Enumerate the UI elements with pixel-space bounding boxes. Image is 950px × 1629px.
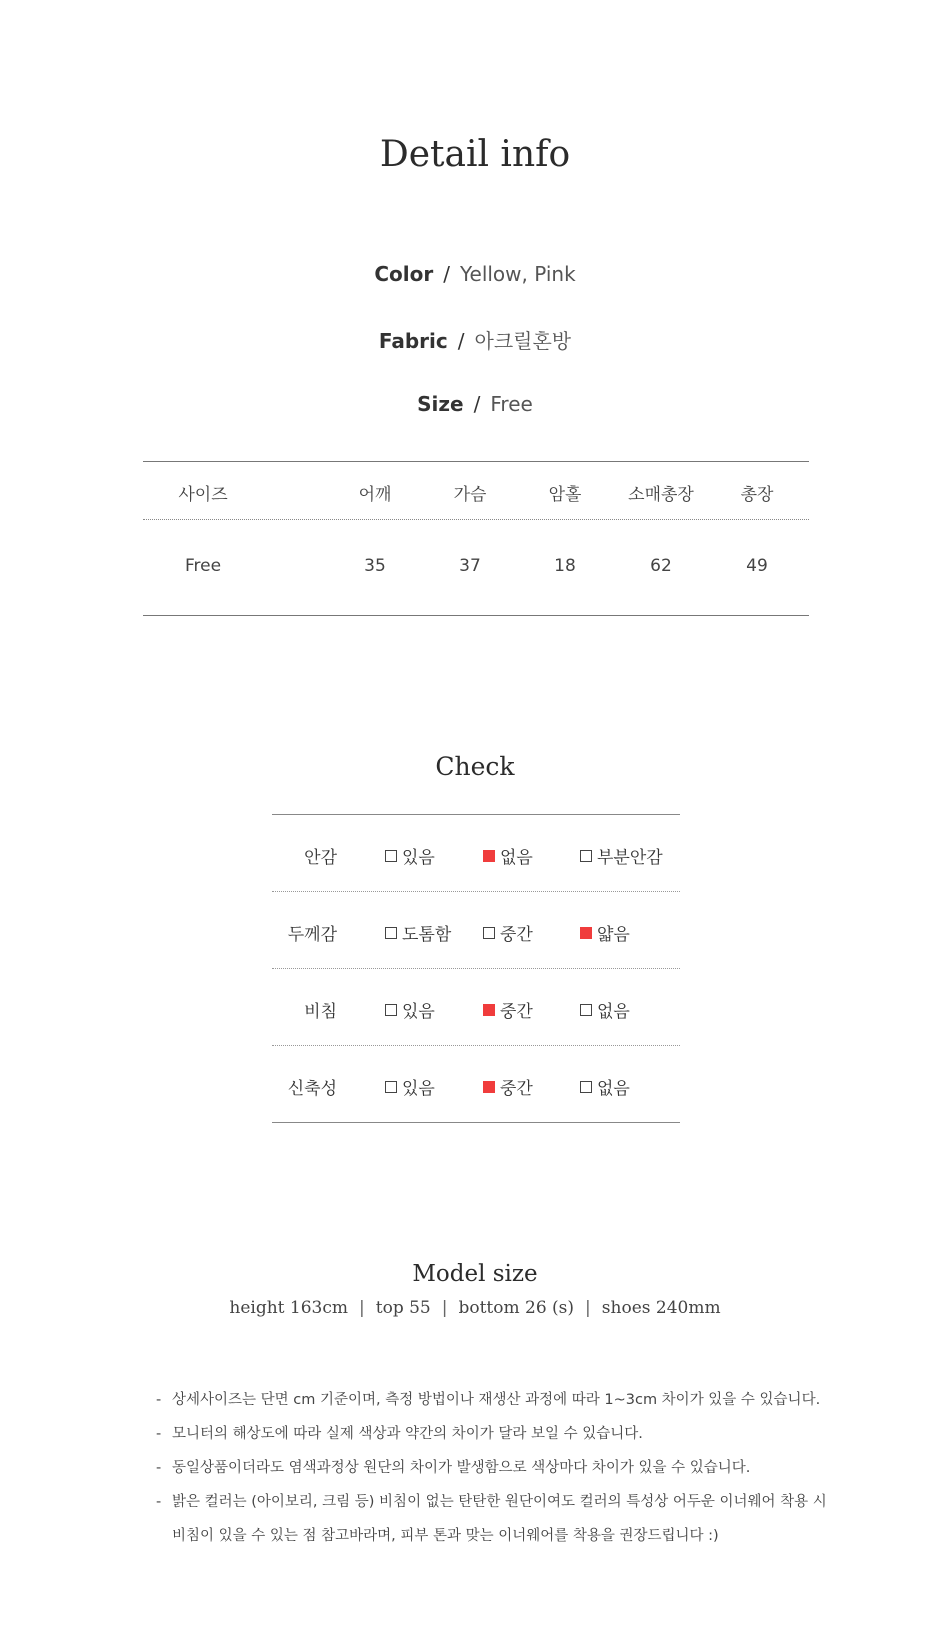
model-size-line [0, 1298, 950, 1318]
checkbox-icon [385, 1081, 397, 1093]
option-label: 있음 [402, 848, 435, 868]
dash: - [156, 1460, 162, 1476]
cell-shoulder: 35 [364, 556, 386, 576]
spec-fabric-value: 아크릴혼방 [474, 329, 572, 353]
checkbox-icon [385, 927, 397, 939]
model-bottom: bottom 26 (s) [458, 1298, 575, 1318]
dash: - [156, 1426, 162, 1442]
list-item [156, 1383, 821, 1417]
spec-fabric-sep: / [457, 329, 465, 353]
option-label: 얇음 [597, 925, 630, 945]
table-row [143, 520, 809, 615]
check-option [385, 843, 435, 868]
header-cell-chest: 가슴 [453, 485, 487, 505]
check-option [580, 920, 630, 945]
check-table [272, 814, 680, 1123]
dash: - [156, 1494, 162, 1510]
separator: | [441, 1298, 448, 1318]
notice-continuation: 비침이 있을 수 있는 점 참고바라며, 피부 톤과 맞는 이너웨어를 착용을 권장드립니다 :) [172, 1528, 719, 1544]
checkbox-icon [483, 1004, 495, 1016]
model-shoes: shoes 240mm [601, 1298, 721, 1318]
checkbox-icon [580, 850, 592, 862]
header-cell-length: 총장 [740, 485, 774, 505]
check-option [483, 1074, 533, 1099]
notice-list [156, 1383, 827, 1553]
notice-text: 밝은 컬러는 (아이보리, 크림 등) 비침이 없는 탄탄한 원단이여도 컬러의 특성상 어두운 이너웨어 착용 시 [172, 1494, 827, 1510]
spec-fabric [0, 325, 950, 354]
check-option [385, 997, 435, 1022]
spec-fabric-key: Fabric [378, 329, 448, 353]
option-label: 중간 [500, 925, 533, 945]
model-size-title: Model size [412, 1261, 538, 1287]
option-label: 부분안감 [597, 848, 663, 868]
checkbox-icon [483, 1081, 495, 1093]
cell-size: Free [184, 556, 222, 576]
model-top: top 55 [375, 1298, 431, 1318]
spec-color-key: Color [374, 262, 434, 286]
check-row-thickness [272, 892, 680, 968]
notice-text: 모니터의 해상도에 따라 실제 색상과 약간의 차이가 달라 보일 수 있습니다. [172, 1426, 643, 1442]
check-label: 비침 [304, 1002, 337, 1022]
spec-color [0, 262, 950, 286]
checkbox-icon [580, 927, 592, 939]
spec-size-key: Size [417, 392, 464, 416]
check-label: 안감 [304, 848, 337, 868]
check-label: 신축성 [287, 1079, 337, 1099]
model-height: height 163cm [229, 1298, 349, 1318]
cell-sleeve: 62 [650, 556, 672, 576]
check-option [483, 997, 533, 1022]
spec-color-value: Yellow, Pink [459, 262, 576, 286]
notice-text: 동일상품이더라도 염색과정상 원단의 차이가 발생함으로 색상마다 차이가 있을 수 있습니다. [172, 1460, 751, 1476]
header-cell-sleeve: 소매총장 [628, 485, 694, 505]
check-option [580, 1074, 630, 1099]
checkbox-icon [385, 1004, 397, 1016]
checkbox-icon [580, 1004, 592, 1016]
check-bottom-rule [272, 1122, 680, 1123]
option-label: 있음 [402, 1079, 435, 1099]
check-row-stretch [272, 1046, 680, 1122]
check-option [385, 1074, 435, 1099]
check-option [580, 997, 630, 1022]
checkbox-icon [483, 850, 495, 862]
spec-size [0, 392, 950, 416]
option-label: 없음 [597, 1002, 630, 1022]
check-row-lining [272, 815, 680, 891]
dash: - [156, 1392, 162, 1408]
option-label: 도톰함 [402, 925, 452, 945]
spec-size-value: Free [490, 392, 533, 416]
checkbox-icon [483, 927, 495, 939]
list-item [156, 1485, 827, 1519]
header-cell-size: 사이즈 [178, 485, 228, 505]
table-bottom-rule [143, 615, 809, 616]
spec-color-sep: / [443, 262, 450, 286]
checkbox-icon [580, 1081, 592, 1093]
size-table-header [143, 462, 809, 519]
separator: | [585, 1298, 591, 1318]
check-row-sheerness [272, 969, 680, 1045]
spec-size-sep: / [473, 392, 481, 416]
check-option [483, 920, 533, 945]
cell-chest: 37 [459, 556, 481, 576]
option-label: 없음 [500, 848, 533, 868]
option-label: 중간 [500, 1079, 533, 1099]
page-title: Detail info [379, 134, 571, 175]
cell-length: 49 [746, 556, 768, 576]
header-cell-armhole: 암홀 [548, 485, 582, 505]
cell-armhole: 18 [554, 556, 576, 576]
checkbox-icon [385, 850, 397, 862]
separator: | [359, 1298, 365, 1318]
option-label: 중간 [500, 1002, 533, 1022]
list-item [156, 1451, 816, 1485]
check-title: Check [435, 752, 515, 781]
option-label: 없음 [597, 1079, 630, 1099]
list-item [156, 1417, 816, 1451]
option-label: 있음 [402, 1002, 435, 1022]
check-label: 두께감 [287, 925, 337, 945]
size-table [143, 461, 809, 616]
check-option [385, 920, 451, 945]
check-option [580, 843, 663, 868]
notice-text: 상세사이즈는 단면 cm 기준이며, 측정 방법이나 재생산 과정에 따라 1~3cm 차이가 있을 수 있습니다. [172, 1392, 821, 1408]
header-cell-shoulder: 어깨 [358, 485, 392, 505]
check-option [483, 843, 533, 868]
